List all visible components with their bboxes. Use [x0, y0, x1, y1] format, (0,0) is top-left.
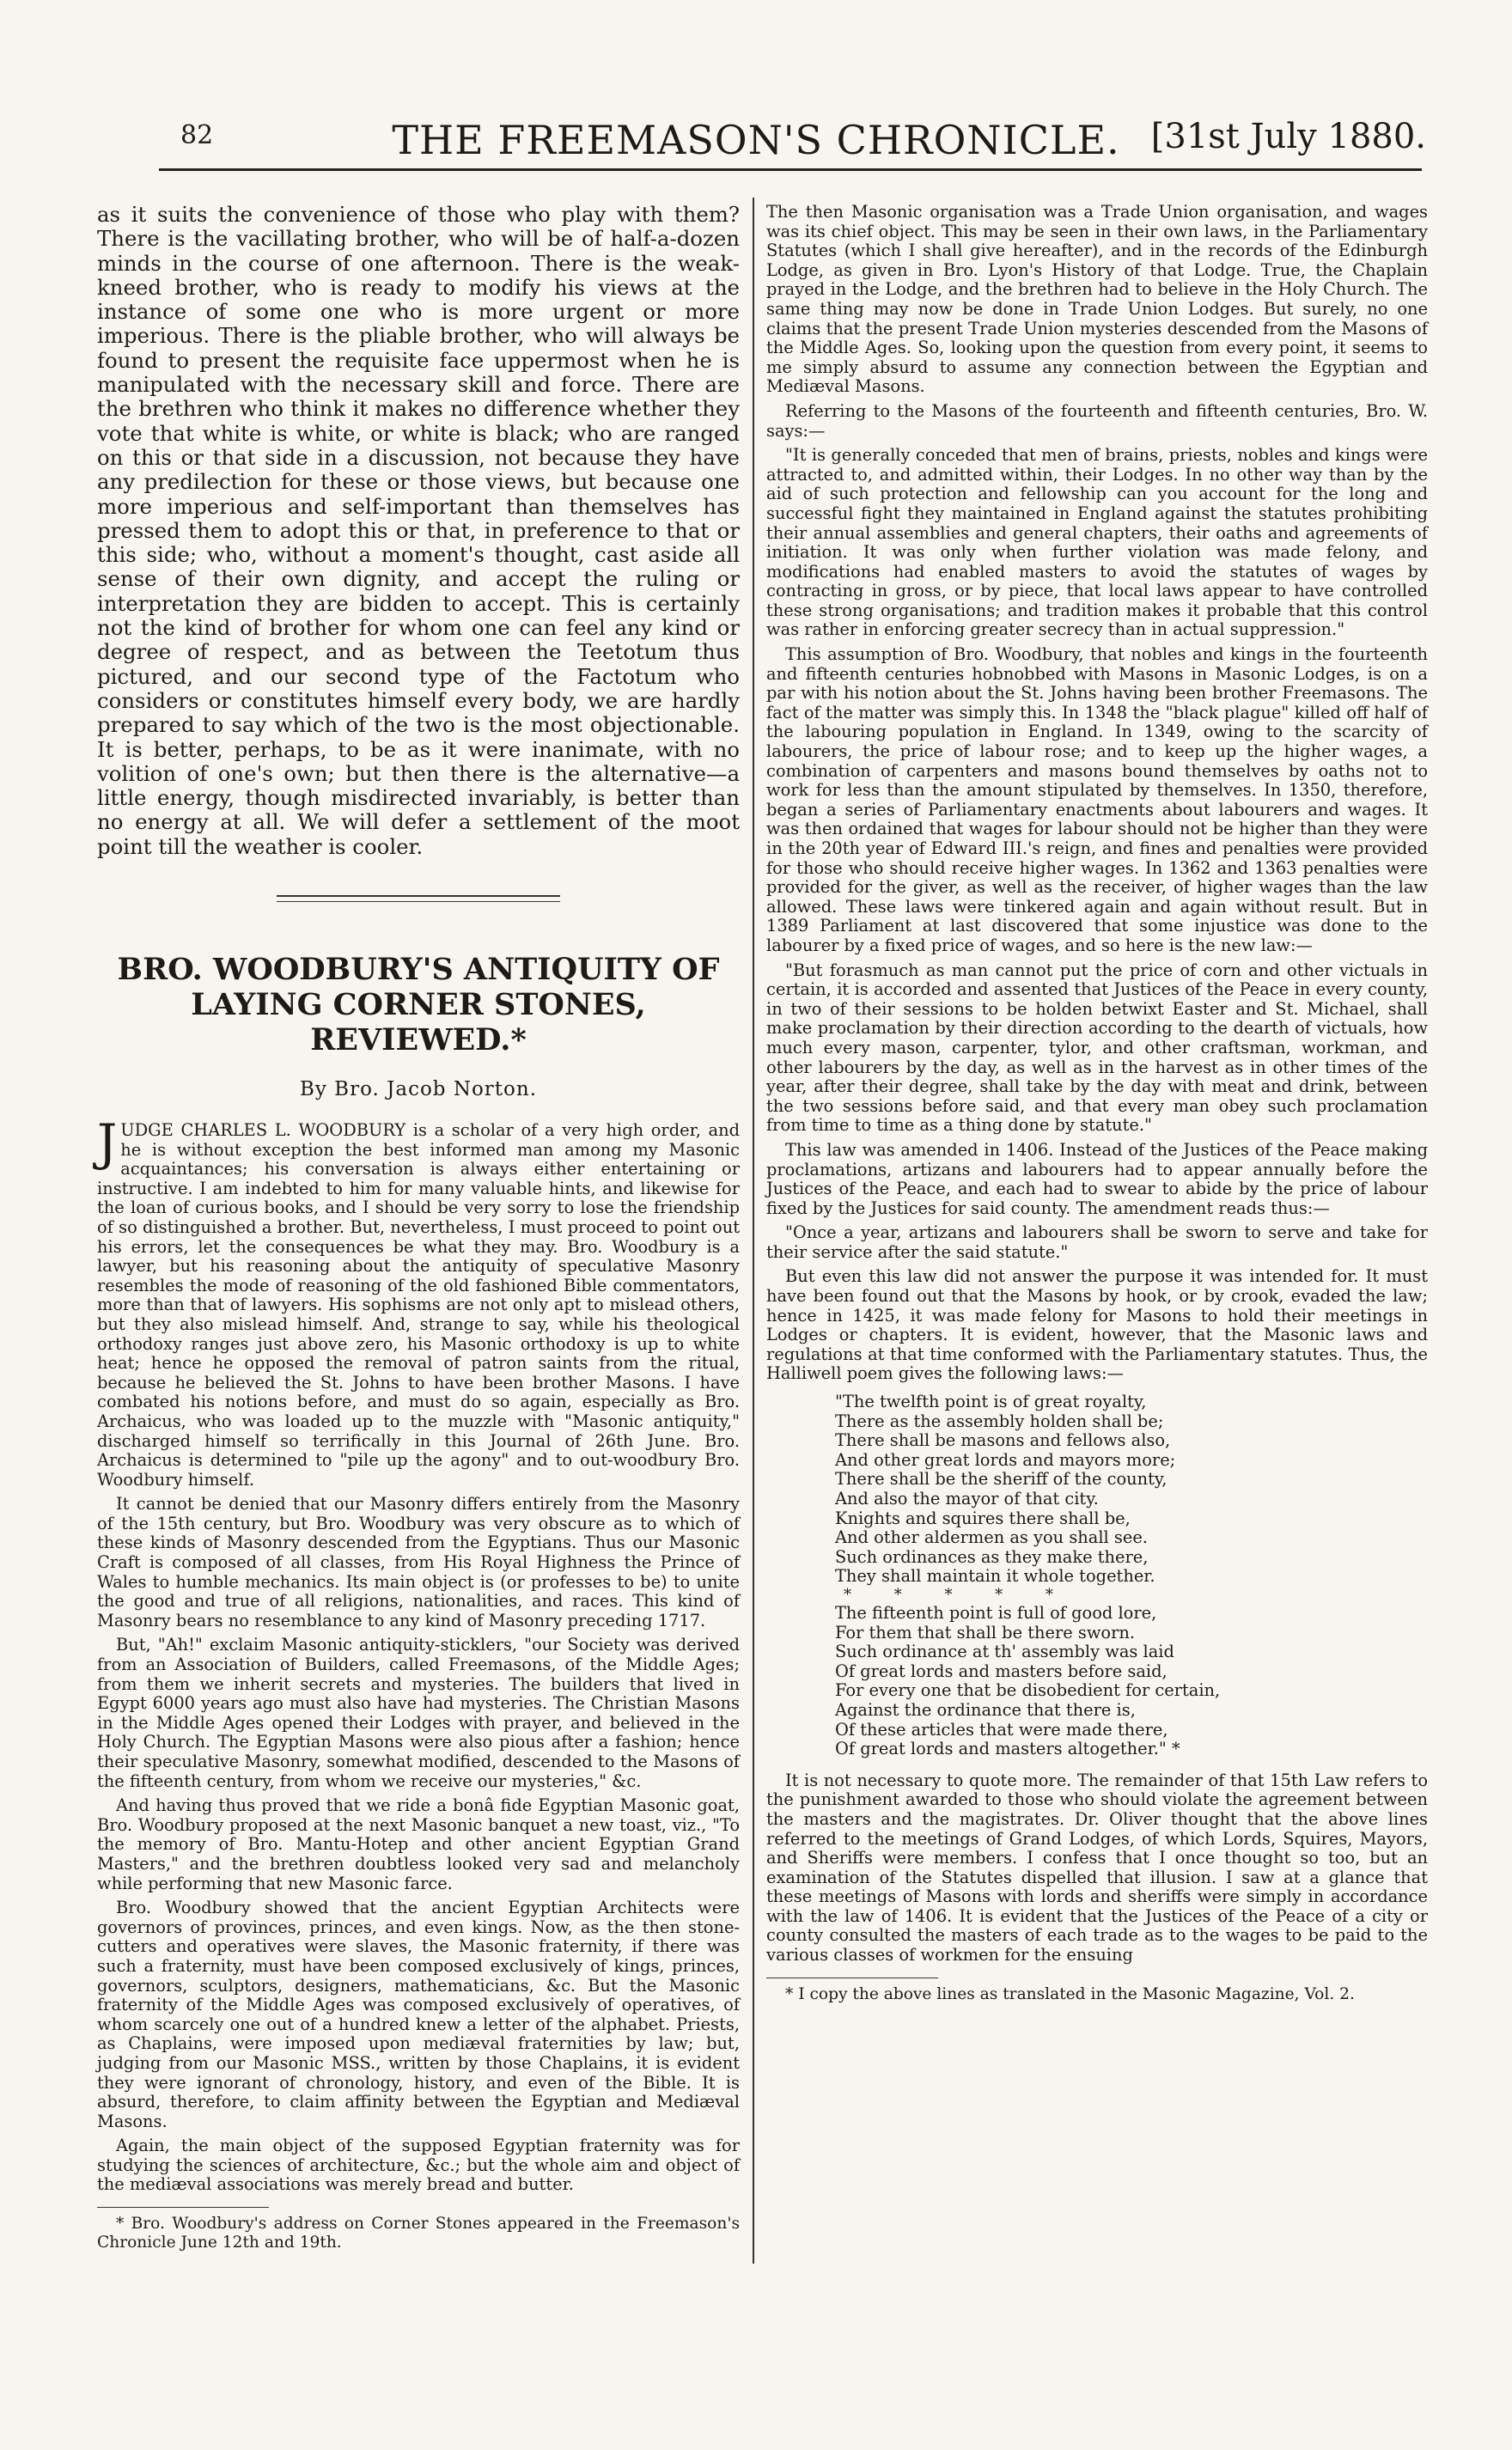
article-title: BRO. WOODBURY'S ANTIQUITY OF LAYING CORNER STONES, REVIEWED.* — [117, 952, 720, 1058]
poem-line: Of great lords and masters before said, — [835, 1661, 1168, 1681]
header-rule — [159, 168, 1422, 171]
poem-line: For every one that be disobedient for certain, — [835, 1680, 1221, 1701]
article-paragraph: This assumption of Bro. Woodbury, that nobles and kings in the fourteenth and fifteenth centuries hobnobbed with Masons in Masonic Lodges, is on a par with his notion about the St. Johns having been brother Freemasons. The fact of the matter was simply this. In 1348 the "black plague" killed off half of the labouring population in England. In 1349, owing to the scarcity of labourers, the price of labour rose; and to keep up the higher wages, a combination of carpenters and masons bound themselves by oaths not to work for less than the amount stipulated by themselves. In 1350, therefore, began a series of Parliamentary enactments about labourers and wages. It was then ordained that wages for labour should not be higher than they were in the 20th year of Edward III.'s reign, and fines and penalties were provided for those who should receive higher wages. In 1362 and 1363 penalties were provided for the giver, as well as the receiver, of higher wages than the law allowed. These laws were tinkered again and again without result. But in 1389 Parliament at last discovered that some injustice was done to the labourer by a fixed price of wages, and so here is the new law:— — [766, 644, 1428, 955]
halliwell-poem — [766, 1393, 1428, 1759]
article-paragraph: Bro. Woodbury showed that the ancient Egyptian Architects were governors of provinces, princes, and even kings. Now, as the then stone-cutters and operatives were slaves, the Masonic fraternity, if there was such a fraternity, must have been composed exclusively of kings, princes, governors, sculptors, designers, mathematicians, &c. But the Masonic fraternity of the Middle Ages was composed exclusively of operatives, of whom scarcely one out of a hundred knew a letter of the alphabet. Priests, as Chaplains, were imposed upon mediæval fraternities by law; but, judging from our Masonic MSS., written by those Chaplains, it is evident they were ignorant of chronology, history, and even of the Bible. It is absurd, therefore, to claim affinity between the Egyptian and Mediæval Masons. — [97, 1898, 740, 2131]
section-separator — [277, 895, 560, 902]
quoted-statute: "But forasmuch as man cannot put the price of corn and other victuals in certain, it is accorded and assented that Justices of the Peace in every county, in two of their sessions to be holden betwixt Easter and St. Michael, shall make proclamation by their direction according to the dearth of victuals, how much every mason, carpenter, tylor, and other craftsman, workman, and other labourers by the day, as well as in the harvest as in other times of the year, after their degree, shall take by the day with meat and drink, between the two sessions before said, and that every man obey such proclamation from time to time as a thing done by statute." — [766, 960, 1428, 1136]
footnote: * Bro. Woodbury's address on Corner Stones appeared in the Freemason's Chronicle June 12th and 19th. — [97, 2215, 740, 2252]
poem-line: "The twelfth point is of great royalty, — [835, 1392, 1147, 1412]
article-paragraph: It is not necessary to quote more. The remainder of that 15th Law refers to the punishment awarded to those who should violate the agreement between the masters and the magistrates. Dr. Oliver thought that the above lines referred to the meetings of Grand Lodges, of which Lords, Squires, Mayors, and Sheriffs were members. I confess that I once thought so too, but an examination of the Statutes dispelled that illusion. I saw at a glance that these meetings of Masons with lords and sheriffs were simply in accordance with the law of 1406. It is evident that the Justices of the Peace of a city or county consulted the masters of each trade as to the wages to be paid to the various classes of workmen for the ensuing — [766, 1770, 1428, 1965]
page-header — [86, 117, 1426, 165]
poem-line: And other great lords and mayors more; — [835, 1449, 1176, 1470]
footnote: * I copy the above lines as translated in the Masonic Magazine, Vol. 2. — [785, 1984, 1355, 2003]
article-paragraph: JUDGE CHARLES L. WOODBURY is a scholar of a very high order, and he is without exception the best informed man among my Masonic acquaintances; his conversation is always either entertaining or instructive. I am indebted to him for many valuable hints, and likewise for the loan of curious books, and I should be very sorry to lose the friendship of so distinguished a brother. But, nevertheless, I must proceed to point out his errors, let the consequences be what they may. Bro. Woodbury is a lawyer, but his reasoning about the antiquity of speculative Masonry resembles the mode of reasoning of the old fashioned Bible commentators, more than that of lawyers. His sophisms are not only apt to mislead others, but they also mislead himself. And, strange to say, while his theological orthodoxy ranges just above zero, his Masonic orthodoxy is up to white heat; hence he opposed the removal of patron saints from the ritual, because he believed the St. Johns to have been brother Masons. I have combated his notions before, and must do so again, especially as Bro. Archaicus, who was loaded up to the muzzle with "Masonic antiquity," discharged himself so terrifically in this Journal of 26th June. Bro. Archaicus is determined to "pile up the agony" and to out-woodbury Bro. Woodbury himself. — [97, 1113, 740, 1490]
poem-line: And other aldermen as you shall see. — [835, 1527, 1148, 1548]
poem-line: And also the mayor of that city. — [835, 1489, 1099, 1508]
drop-cap: J — [97, 1113, 118, 1173]
article-paragraph: Again, the main object of the supposed Egyptian fraternity was for studying the sciences of architecture, &c.; but the whole aim and object of the mediæval associations was merely bread and butter. — [97, 2136, 740, 2195]
article-paragraph: This law was amended in 1406. Instead of the Justices of the Peace making proclamations, artizans and labourers had to appear annually before the Justices of the Peace, and each had to swear to abide by the price of labour fixed by the Justices for said county. The amendment reads thus:— — [766, 1139, 1428, 1218]
article-paragraph: Referring to the Masons of the fourteenth and fifteenth centuries, Bro. W. says:— — [766, 400, 1428, 441]
intro-paragraph: as it suits the convenience of those who play with them? There is the vacillating brother, who will be of half-a-dozen minds in the course of one afternoon. There is the weak-kneed brother, who is ready to modify his views at the instance of some one who is more urgent or more imperious. There is the pliable brother, who will always be found to present the requisite face uppermost when he is manipulated with the necessary skill and force. There are the brethren who think it makes no difference whether they vote that white is white, or white is black; who are ranged on this or that side in a discussion, not because they have any predilection for these or those views, but because one more imperious and self-important than themselves has pressed them to adopt this or that, in preference to that or this side; who, without a moment's thought, cast aside all sense of their own dignity, and accept the ruling or interpretation they are bidden to accept. This is certainly not the kind of brother for whom one can feel any kind or degree of respect, and as between the Teetotum thus pictured, and our second type of the Factotum who considers or constitutes himself every body, we are hardly prepared to say which of the two is the most objectionable. It is better, perhaps, to be as it were inanimate, with no volition of one's own; but then there is the alternative—a little energy, though misdirected invariably, is better than no energy at all. We will defer a settlement of the moot point till the weather is cooler. — [97, 202, 740, 859]
quoted-paragraph: "It is generally conceded that men of brains, priests, nobles and kings were attracted to, and admitted within, their Lodges. In no other way than by the aid of such protection and fellowship can you account for the long and successful fight they maintained in England against the statutes prohibiting their annual assemblies and general chapters, their oaths and agreements of initiation. It was only when further violation was made felony, and modifications had enabled masters to avoid the statutes of wages by contracting in gross, or by piece, that local laws appear to have controlled these strong organisations; and tradition makes it probable that this control was rather in enforcing greater secrecy than in actual suppression." — [766, 445, 1428, 640]
article-paragraph: But even this law did not answer the purpose it was intended for. It must have been found out that the Masons by hook, or by crook, evaded the law; hence in 1425, it was made felony for Masons to hold their meetings in Lodges or chapters. It is evident, however, that the Masonic laws and regulations at that time conformed with the Parliamentary statutes. Thus, the Halliwell poem gives the following laws:— — [766, 1266, 1428, 1384]
article-paragraph: The then Masonic organisation was a Trade Union organisation, and wages was its chief object. This may be seen in their own laws, in the Parliamentary Statutes (which I shall give hereafter), and in the records of the Edinburgh Lodge, as given in Bro. Lyon's History of that Lodge. True, the Chaplain prayed in the Lodge, and the brethren had to believe in the Holy Church. The same thing may now be done in Trade Union Lodges. But surely, no one claims that the present Trade Union mysteries descended from the Masons of the Middle Ages. So, looking upon the question from every point, it seems to me simply absurd to assume any connection between the Egyptian and Mediæval Masons. — [766, 202, 1428, 397]
left-column — [97, 203, 740, 2252]
poem-line: They shall maintain it whole together. — [835, 1566, 1155, 1587]
right-column — [766, 203, 1428, 2004]
poem-line: Such ordinances as they make there, — [835, 1546, 1149, 1567]
issue-date: [31st July 1880. — [1150, 117, 1426, 156]
column-divider — [753, 198, 754, 2264]
poem-line: Knights and squires there shall be, — [835, 1508, 1131, 1528]
poem-line: There shall be masons and fellows also, — [835, 1430, 1171, 1451]
quoted-amendment: "Once a year, artizans and labourers shall be sworn to serve and take for their service after the said statute." — [766, 1222, 1428, 1262]
poem-line: For them that shall be there sworn. — [835, 1622, 1136, 1642]
poem-ellipsis-stars: * * * * * — [844, 1585, 1072, 1604]
poem-line: Such ordinance at th' assembly was laid — [835, 1642, 1174, 1662]
poem-line: There as the assembly holden shall be; — [835, 1411, 1164, 1431]
article-byline: By Bro. Jacob Norton. — [299, 1078, 538, 1101]
poem-line: Against the ordinance that there is, — [835, 1699, 1136, 1720]
article-paragraph: And having thus proved that we ride a bonâ fide Egyptian Masonic goat, Bro. Woodbury proposed at the next Masonic banquet a new toast, viz., "To the memory of Bro. Mantu-Hotep and other ancient Egyptian Grand Masters," and the brethren doubtless looked very sad and melancholy while performing that new Masonic farce. — [97, 1795, 740, 1893]
footnote-rule — [97, 2207, 269, 2208]
article-paragraph: It cannot be denied that our Masonry differs entirely from the Masonry of the 15th century, but Bro. Woodbury was very obscure as to which of these kinds of Masonry descended from the Egyptians. Thus our Masonic Craft is composed of all classes, from His Royal Highness the Prince of Wales to humble mechanics. Its main object is (or professes to be) to unite the good and true of all religions, nationalities, and races. This kind of Masonry bears no resemblance to any kind of Masonry preceding 1717. — [97, 1494, 740, 1630]
poem-line: Of great lords and masters altogether." * — [835, 1739, 1180, 1759]
poem-line: Of these articles that were made there, — [835, 1719, 1168, 1740]
article-paragraph: But, "Ah!" exclaim Masonic antiquity-sticklers, "our Society was derived from an Association of Builders, called Freemasons, of the Middle Ages; from them we inherit secrets and mysteries. The builders that lived in Egypt 6000 years ago must also have had mysteries. The Christian Masons in the Middle Ages opened their Lodges with prayer, and believed in the Holy Church. The Egyptian Masons were also pious after a fashion; hence their speculative Masonry, somewhat modified, descended to the Masons of the fifteenth century, from whom we receive our mysteries," &c. — [97, 1635, 740, 1791]
page-number: 82 — [180, 120, 214, 150]
masthead-title: THE FREEMASON'S CHRONICLE. — [392, 117, 1120, 163]
poem-line: There shall be the sheriff of the county, — [835, 1469, 1168, 1490]
poem-line: The fifteenth point is full of good lore, — [835, 1602, 1157, 1623]
